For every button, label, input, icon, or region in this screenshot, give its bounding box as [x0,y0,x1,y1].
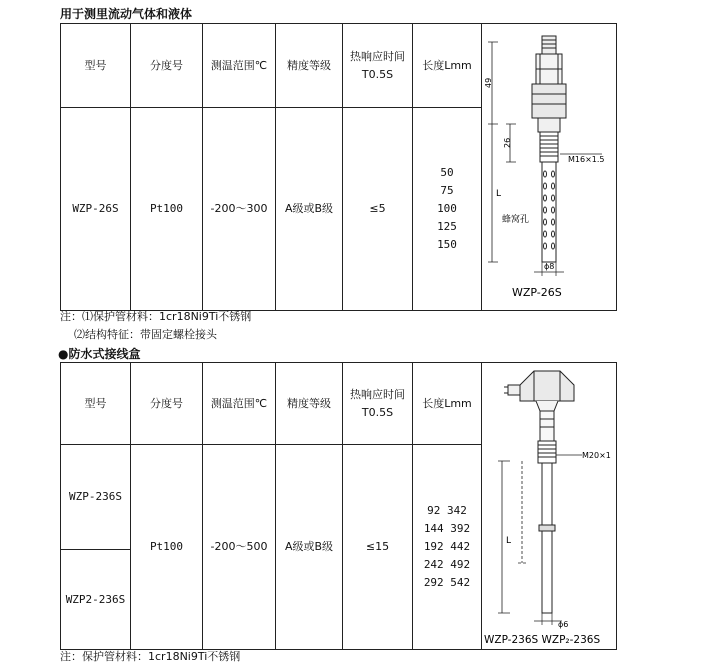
header-length: 长度Lmm [413,24,482,108]
section2-note: 注：保护管材料：1cr18Ni9Ti不锈钢 [60,650,241,663]
cell-model: WZP-26S [61,108,131,311]
length-item: 125 [437,220,457,234]
header-range: 测温范围℃ [203,24,276,108]
section2-title: ●防水式接线盒 [58,347,141,361]
cell-response: ≤5 [343,108,413,311]
header-response-unit: T0.5S [361,67,394,81]
header-response-unit: T0.5S [361,405,394,419]
thermometer-drawing-wzp-236s [482,363,616,643]
length-item: 50 [440,166,454,180]
cell-response: ≤15 [343,445,413,650]
length-item: 144 392 [423,522,471,535]
figure-cell-wzp-236s [482,363,617,650]
cell-range: -200～500 [203,445,276,650]
header-response-label: 热响应时间 [350,49,405,63]
dim-l-label: L [496,189,502,199]
cell-model-wzp2-236s: WZP2-236S [61,550,131,650]
cell-index: Pt100 [131,445,203,650]
header-accuracy: 精度等级 [276,24,343,108]
spec-table-wzp-26s [60,23,617,311]
cell-lengths [413,108,482,311]
header-index: 分度号 [131,24,203,108]
honeycomb-hole-label: 蜂窝孔 [502,215,530,225]
section1-note2: ⑵结构特征：带固定螺栓接头 [74,328,217,341]
header-response [343,24,413,108]
thread-label: M16×1.5 [568,155,605,164]
section1-note1: 注：⑴保护管材料：1cr18Ni9Ti不锈钢 [60,310,252,323]
length-item: 92 342 [427,504,467,517]
cell-accuracy: A级或B级 [276,108,343,311]
spec-table-wzp-236s [60,362,617,650]
thermometer-drawing-wzp-26s [482,24,616,304]
cell-accuracy: A级或B级 [276,445,343,650]
header-model: 型号 [61,24,131,108]
length-item: 192 442 [423,540,471,553]
cell-range: -200～300 [203,108,276,311]
header-model: 型号 [61,363,131,445]
length-item: 242 492 [423,558,471,571]
cell-model-wzp-236s: WZP-236S [61,445,131,550]
header-accuracy: 精度等级 [276,363,343,445]
figure-caption-wzp-26s: WZP-26S [512,286,562,299]
section1-title: 用于测里流动气体和液体 [60,7,193,21]
diameter-label: ϕ8 [544,262,555,271]
cell-lengths [413,445,482,650]
length-item: 150 [437,238,457,252]
header-response-label: 热响应时间 [350,387,405,401]
figure-caption-wzp-236s: WZP-236S WZP₂-236S [484,634,601,643]
dim-26-label: 26 [503,137,512,148]
header-range: 测温范围℃ [203,363,276,445]
header-index: 分度号 [131,363,203,445]
figure-cell-wzp-26s [482,24,617,311]
length-item: 292 542 [423,576,471,589]
dim-l-label: L [506,536,512,546]
header-response [343,363,413,445]
dim-49-label: 49 [484,77,493,88]
header-length: 长度Lmm [413,363,482,445]
length-item: 75 [440,184,454,198]
thread-label: M20×1 [582,451,611,460]
cell-index: Pt100 [131,108,203,311]
diameter-label: ϕ6 [558,620,569,629]
length-item: 100 [437,202,457,216]
